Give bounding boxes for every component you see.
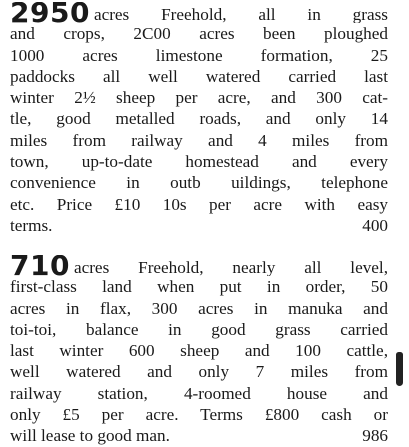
- listing-line: tle, good metalled roads, and only 14: [10, 109, 388, 129]
- listing-line: last winter 600 sheep and 100 cattle,: [10, 341, 388, 361]
- acreage-figure: 710: [10, 255, 70, 277]
- ink-blot: [396, 352, 403, 386]
- listing-line: and crops, 2C00 acres been ploughed: [10, 24, 388, 44]
- listing-text: acres Freehold, all in grass: [93, 5, 388, 24]
- listing-line: town, up-to-date homestead and every: [10, 152, 388, 172]
- listing-line: [10, 215, 388, 236]
- listing-line: [10, 255, 388, 276]
- listing-line: first-class land when put in order, 50: [10, 277, 388, 297]
- listing-line: paddocks all well watered carried last: [10, 66, 388, 86]
- listing-line: 1000 acres limestone formation, 25: [10, 45, 388, 65]
- listing-line: only £5 per acre. Terms £800 cash or: [10, 405, 388, 425]
- listing-line: well watered and only 7 miles from: [10, 362, 388, 382]
- acreage-figure: 2950: [10, 2, 90, 24]
- listing-text: acres Freehold, nearly all level,: [73, 258, 388, 277]
- listing-text: will lease to good man.: [10, 426, 170, 446]
- listing-line: toi-toi, balance in good grass carried: [10, 319, 388, 339]
- listing-2950-acres: [10, 2, 388, 236]
- listing-line: [10, 2, 388, 23]
- listing-line: etc. Price £10 10s per acre with easy: [10, 194, 388, 214]
- reference-number: 986: [362, 426, 388, 446]
- listing-710-acres: [10, 255, 388, 447]
- listing-line: winter 2½ sheep per acre, and 300 cat-: [10, 88, 388, 108]
- listing-text: terms.: [10, 215, 53, 235]
- listing-line: convenience in outb uildings, telephone: [10, 173, 388, 193]
- listing-line: [10, 425, 388, 446]
- reference-number: 400: [362, 215, 388, 235]
- listing-line: miles from railway and 4 miles from: [10, 130, 388, 150]
- listing-line: acres in flax, 300 acres in manuka and: [10, 298, 388, 318]
- listing-line: railway station, 4-roomed house and: [10, 383, 388, 403]
